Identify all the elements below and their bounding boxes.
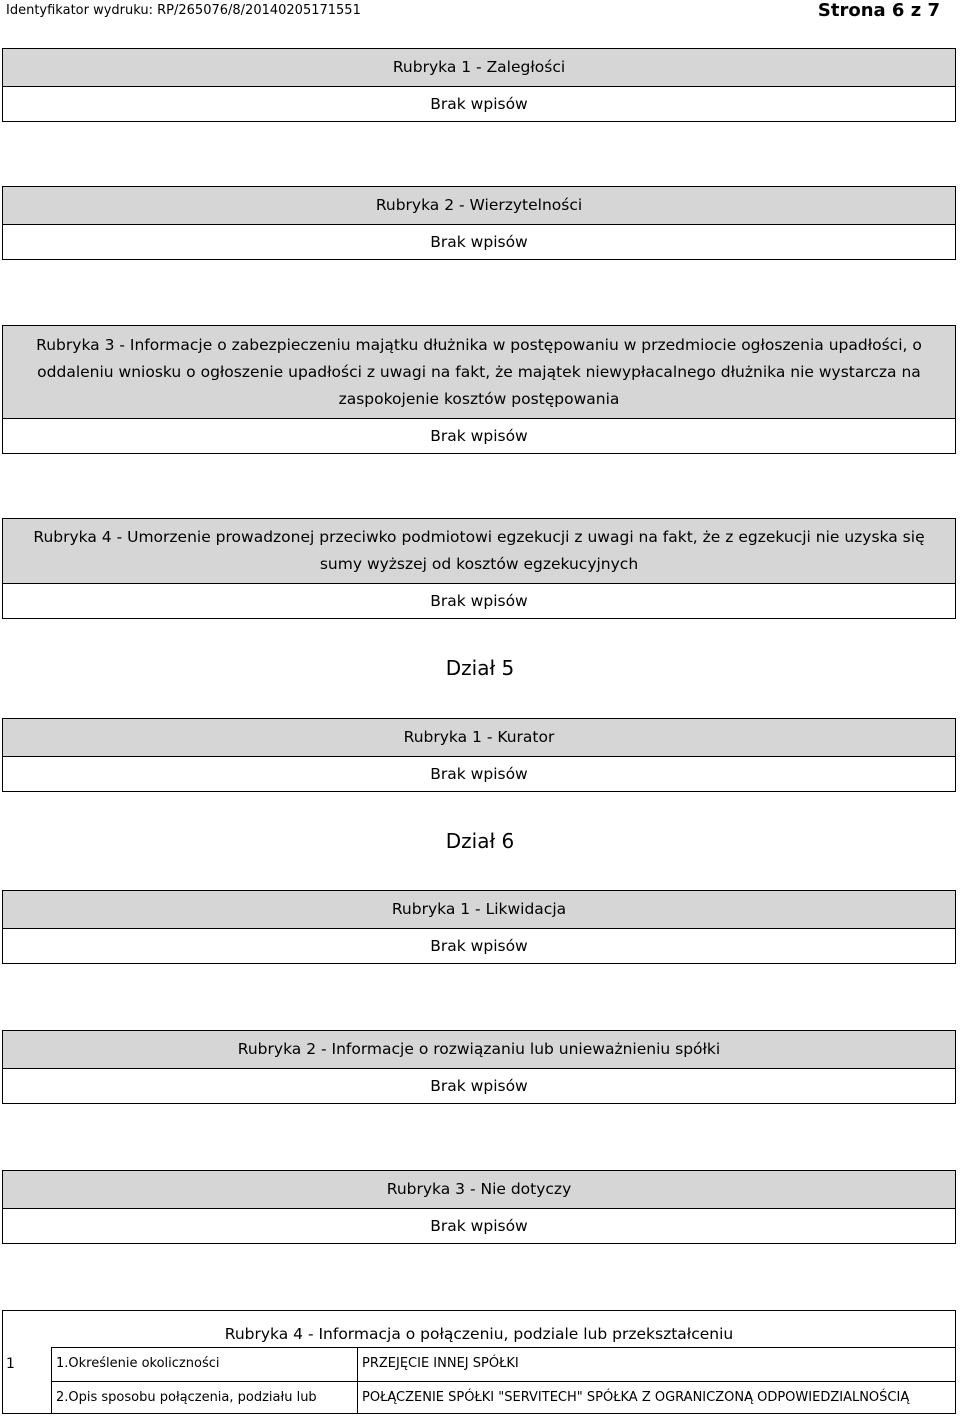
- section-nie-dotyczy: [2, 1170, 956, 1244]
- section-polaczenie-table: [2, 1310, 956, 1414]
- section-title: Rubryka 1 - Likwidacja: [3, 891, 955, 929]
- section-body: Brak wpisów: [3, 419, 955, 453]
- dzial-6-title: Dział 6: [445, 829, 515, 853]
- section-body: Brak wpisów: [3, 584, 955, 618]
- section-title: Rubryka 4 - Umorzenie prowadzonej przeciwko podmiotowi egzekucji z uwagi na fakt, że z egzekucji nie uzyska się sumy wyższej od kosztów egzekucyjnych: [3, 519, 955, 584]
- table-cell-label: 1.Określenie okoliczności: [51, 1347, 357, 1381]
- section-likwidacja: [2, 890, 956, 964]
- print-identifier: Identyfikator wydruku: RP/265076/8/20140205171551: [6, 3, 361, 18]
- section-wierzytelnosci: [2, 186, 956, 260]
- section-zabezpieczenie: [2, 325, 956, 454]
- section-body: Brak wpisów: [3, 1069, 955, 1103]
- table-cell-value: POŁĄCZENIE SPÓŁKI "SERVITECH" SPÓŁKA Z OGRANICZONĄ ODPOWIEDZIALNOŚCIĄ: [357, 1381, 955, 1413]
- section-title: Rubryka 2 - Informacje o rozwiązaniu lub unieważnieniu spółki: [3, 1031, 955, 1069]
- section-umorzenie: [2, 518, 956, 619]
- section-body: Brak wpisów: [3, 225, 955, 259]
- page-header: [0, 0, 960, 24]
- section-title: Rubryka 2 - Wierzytelności: [3, 187, 955, 225]
- page-number: Strona 6 z 7: [817, 0, 940, 21]
- section-zaleglosci: [2, 48, 956, 122]
- section-rozwiazanie: [2, 1030, 956, 1104]
- section-body: Brak wpisów: [3, 87, 955, 121]
- section-title: Rubryka 1 - Zaległości: [3, 49, 955, 87]
- section-title: Rubryka 1 - Kurator: [3, 719, 955, 757]
- section-kurator: [2, 718, 956, 792]
- table-title: Rubryka 4 - Informacja o połączeniu, podziale lub przekształceniu: [224, 1325, 734, 1343]
- table-cell-label: 2.Opis sposobu połączenia, podziału lub: [51, 1381, 357, 1413]
- section-body: Brak wpisów: [3, 1209, 955, 1243]
- section-body: Brak wpisów: [3, 929, 955, 963]
- section-title: Rubryka 3 - Informacje o zabezpieczeniu majątku dłużnika w postępowaniu w przedmiocie ogłoszenia upadłości, o oddaleniu wniosku o ogłoszenie upadłości z uwagi na fakt, że majątek niewypłacalnego dłużnika nie wystarcza na zaspokojenie kosztów postępowania: [3, 326, 955, 419]
- section-body: Brak wpisów: [3, 757, 955, 791]
- dzial-5-title: Dział 5: [445, 656, 515, 680]
- table-cell-value: PRZEJĘCIE INNEJ SPÓŁKI: [357, 1347, 955, 1381]
- section-title: Rubryka 3 - Nie dotyczy: [3, 1171, 955, 1209]
- row-number: 1: [6, 1356, 15, 1372]
